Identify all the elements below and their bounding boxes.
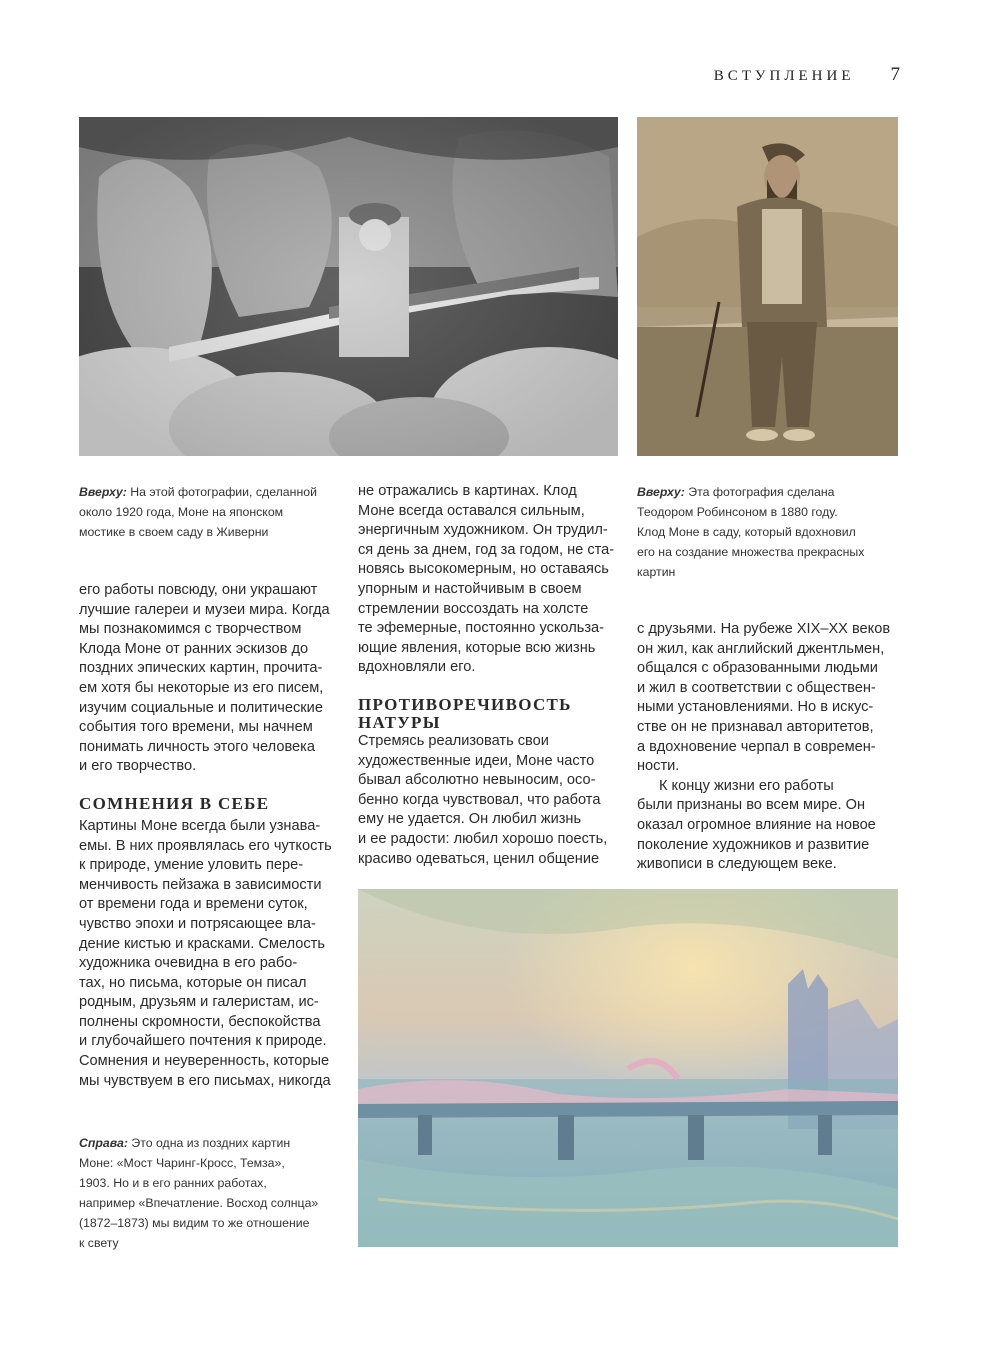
paragraph xyxy=(358,482,613,678)
text-line: мы чувствуем в его письмах, никогда xyxy=(79,1072,331,1089)
text-line: его работы повсюду, они украшают xyxy=(79,582,318,598)
text-column-1 xyxy=(79,581,344,1091)
text-line: вдохновляли его. xyxy=(358,659,476,676)
text-line: не отражались в картинах. Клод xyxy=(358,483,577,499)
heading-line: ПРОТИВОРЕЧИВОСТЬ xyxy=(358,694,572,714)
caption-line: Теодором Робинсоном в 1880 году. xyxy=(637,505,838,519)
text-line: к природе, умение уловить пере- xyxy=(79,857,304,874)
text-line: емы. В них проявлялась его чуткость xyxy=(79,837,332,854)
text-line: Стремясь реализовать свои xyxy=(358,732,549,749)
caption-line: На этой фотографии, сделанной xyxy=(130,485,317,499)
text-line: бенно когда чувствовал, что работа xyxy=(358,791,601,808)
caption-portrait-photo xyxy=(637,482,899,582)
text-line: тах, но письма, которые он писал xyxy=(79,974,307,991)
paragraph xyxy=(637,777,899,875)
running-header xyxy=(714,64,900,86)
caption-line: картин xyxy=(637,565,676,579)
text-line: он жил, как английский джентльмен, xyxy=(637,640,885,657)
section-heading-contradictions xyxy=(358,696,613,732)
text-line: мы познакомимся с творчеством xyxy=(79,621,302,638)
text-line: события того времени, мы начнем xyxy=(79,719,313,736)
caption-line: мостике в своем саду в Живерни xyxy=(79,525,269,539)
text-line: ся день за днем, год за годом, не ста- xyxy=(358,541,615,558)
text-line: ющие явления, которые всю жизнь xyxy=(358,639,596,656)
text-line: ными установлениями. Но в искус- xyxy=(637,699,874,716)
text-line: полнены скромности, беспокойства xyxy=(79,1013,321,1030)
text-line: ности. xyxy=(637,758,680,775)
text-line: и жил в соответствии с обществен- xyxy=(637,679,876,696)
section-heading-doubts: СОМНЕНИЯ В СЕБЕ xyxy=(79,793,270,813)
text-line: Картины Моне всегда были узнава- xyxy=(79,817,321,834)
text-line: поздних эпических картин, прочита- xyxy=(79,660,323,677)
caption-line: Клод Моне в саду, который вдохновил xyxy=(637,525,856,539)
text-line: менчивость пейзажа в зависимости xyxy=(79,876,322,893)
text-line: красиво одеваться, ценил общение xyxy=(358,850,600,867)
caption-lead: Вверху: xyxy=(79,485,127,499)
text-line: те эфемерные, постоянно ускольза- xyxy=(358,620,605,637)
text-line: родным, друзьям и галеристам, ис- xyxy=(79,994,319,1011)
paragraph xyxy=(79,581,344,777)
text-line: и ее радости: любил хорошо поесть, xyxy=(358,830,608,847)
text-line: живописи в следующем веке. xyxy=(637,856,837,873)
text-line: стве он не признавал авторитетов, xyxy=(637,718,874,735)
painting-charing-cross-bridge xyxy=(358,889,898,1247)
caption-line: например «Впечатление. Восход солнца» xyxy=(79,1196,319,1210)
heading-line: НАТУРЫ xyxy=(358,712,441,732)
section-title: ВСТУПЛЕНИЕ xyxy=(713,68,855,84)
text-line: были признаны во всем мире. Он xyxy=(637,797,865,814)
caption-line: к свету xyxy=(79,1236,119,1250)
text-line: упорным и настойчивым в своем xyxy=(358,580,582,597)
text-line: и глубочайшего почтения к природе. xyxy=(79,1033,327,1050)
text-line: общался с образованными людьми xyxy=(637,660,878,677)
caption-line: Моне: «Мост Чаринг-Кросс, Темза», xyxy=(79,1156,285,1170)
text-line: художественные идеи, Моне часто xyxy=(358,752,595,769)
text-line: энергичным художником. Он трудил- xyxy=(358,522,608,539)
caption-line: (1872–1873) мы видим то же отношение xyxy=(79,1216,310,1230)
text-line: понимать личность этого человека xyxy=(79,738,315,755)
caption-line: около 1920 года, Моне на японском xyxy=(79,505,284,519)
paragraph xyxy=(79,817,344,1091)
caption-lead: Вверху: xyxy=(637,485,685,499)
text-line: Моне всегда оставался сильным, xyxy=(358,502,585,519)
text-line: и его творчество. xyxy=(79,758,197,775)
photo-monet-bridge-garden xyxy=(79,117,618,456)
caption-garden-photo xyxy=(79,482,349,542)
paragraph xyxy=(358,732,613,869)
text-line: стремлении воссоздать на холсте xyxy=(358,600,589,617)
caption-line: Эта фотография сделана xyxy=(688,485,835,499)
paragraph xyxy=(637,620,899,777)
text-line: художника очевидна в его рабо- xyxy=(79,955,298,972)
caption-line: его на создание множества прекрасных xyxy=(637,545,865,559)
text-column-2 xyxy=(358,482,613,869)
caption-painting xyxy=(79,1133,349,1253)
page-number: 7 xyxy=(890,64,900,85)
text-line: лучшие галереи и музеи мира. Когда xyxy=(79,601,330,618)
text-line: новясь высокомерным, но оставаясь xyxy=(358,561,609,578)
text-line: чувство эпохи и потрясающее вла- xyxy=(79,915,316,932)
caption-line: 1903. Но и в его ранних работах, xyxy=(79,1176,267,1190)
text-line: К концу жизни его работы xyxy=(659,777,834,794)
text-line: с друзьями. На рубеже XIX–XX веков xyxy=(637,621,891,637)
text-line: Сомнения и неуверенность, которые xyxy=(79,1053,330,1070)
text-line: дение кистью и красками. Смелость xyxy=(79,935,325,952)
text-line: от времени года и времени суток, xyxy=(79,896,308,913)
text-line: изучим социальные и политические xyxy=(79,699,323,716)
photo-monet-portrait-1880 xyxy=(637,117,898,456)
text-line: Клода Моне от ранних эскизов до xyxy=(79,640,309,657)
text-line: бывал абсолютно невыносим, осо- xyxy=(358,772,596,789)
text-line: поколение художников и развитие xyxy=(637,836,870,853)
caption-line: Это одна из поздних картин xyxy=(131,1136,291,1150)
text-line: ему не удается. Он любил жизнь xyxy=(358,811,582,828)
text-line: ем хотя бы некоторые из его писем, xyxy=(79,679,324,696)
text-line: а вдохновение черпал в современ- xyxy=(637,738,876,755)
text-column-3 xyxy=(637,620,899,875)
caption-lead: Справа: xyxy=(79,1136,128,1150)
text-line: оказал огромное влияние на новое xyxy=(637,816,876,833)
